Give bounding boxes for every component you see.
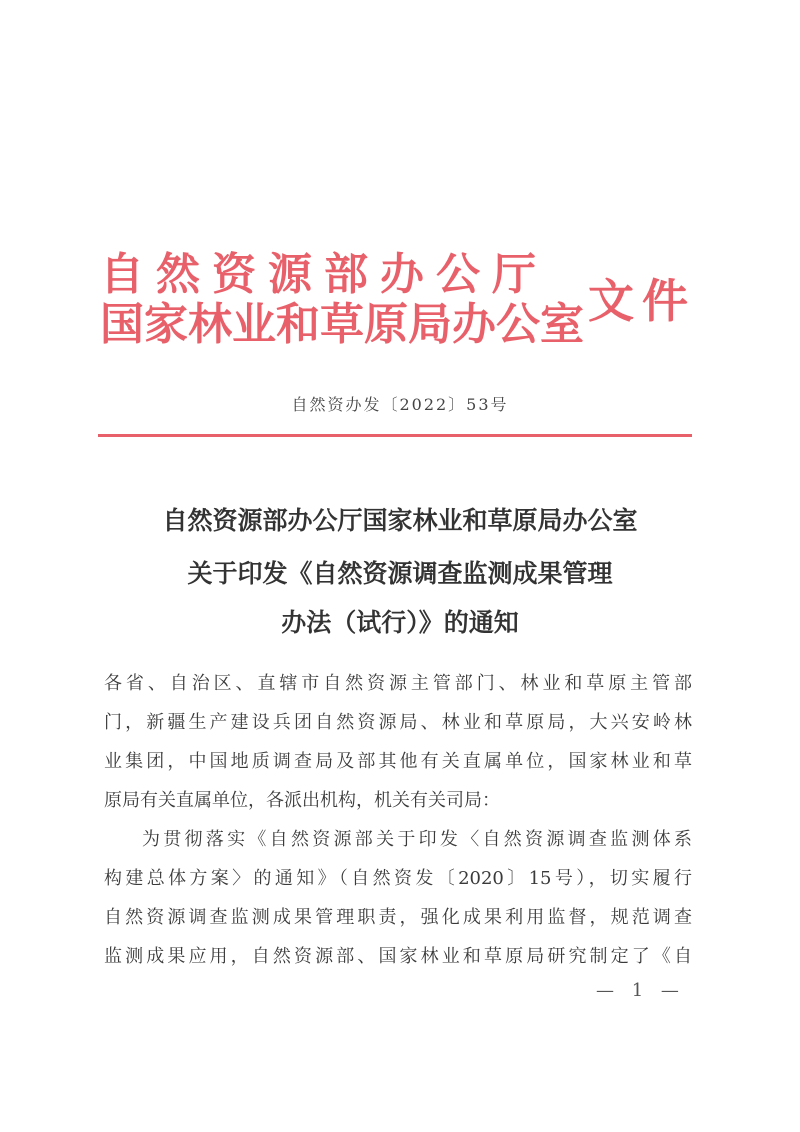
header-divider <box>98 434 692 437</box>
page-number: — 1 — <box>596 980 685 1001</box>
issuer-header-line-2: 国家林业和草原局办公室 <box>100 299 584 350</box>
document-title-line-3: 办法（试行）》的通知 <box>281 608 519 637</box>
addressee-line: 门，新疆生产建设兵团自然资源局、林业和草原局，大兴安岭林 <box>104 712 692 733</box>
document-title-line-2: 关于印发《自然资源调查监测成果管理 <box>187 559 613 588</box>
addressee-line: 原局有关直属单位，各派出机构，机关有关司局： <box>104 790 500 811</box>
issuer-header-suffix: 文件 <box>588 274 696 328</box>
body-line: 构建总体方案〉的通知》（自然资发〔2020〕15号），切实履行 <box>104 868 692 889</box>
document-title-line-1: 自然资源部办公厅国家林业和草原局办公室 <box>162 506 638 535</box>
addressee-line: 各省、自治区、直辖市自然资源主管部门、林业和草原主管部 <box>104 673 692 694</box>
body-line: 监测成果应用，自然资源部、国家林业和草原局研究制定了《自 <box>104 946 692 967</box>
document-number: 自然资办发〔2022〕53号 <box>291 395 509 414</box>
issuer-header-line-1: 自然资源部办公厅 <box>100 249 548 300</box>
body-line: 自然资源调查监测成果管理职责，强化成果利用监督，规范调查 <box>104 907 692 928</box>
body-line: 为贯彻落实《自然资源部关于印发〈自然资源调查监测体系 <box>142 829 692 850</box>
addressee-line: 业集团，中国地质调查局及部其他有关直属单位，国家林业和草 <box>104 751 692 772</box>
